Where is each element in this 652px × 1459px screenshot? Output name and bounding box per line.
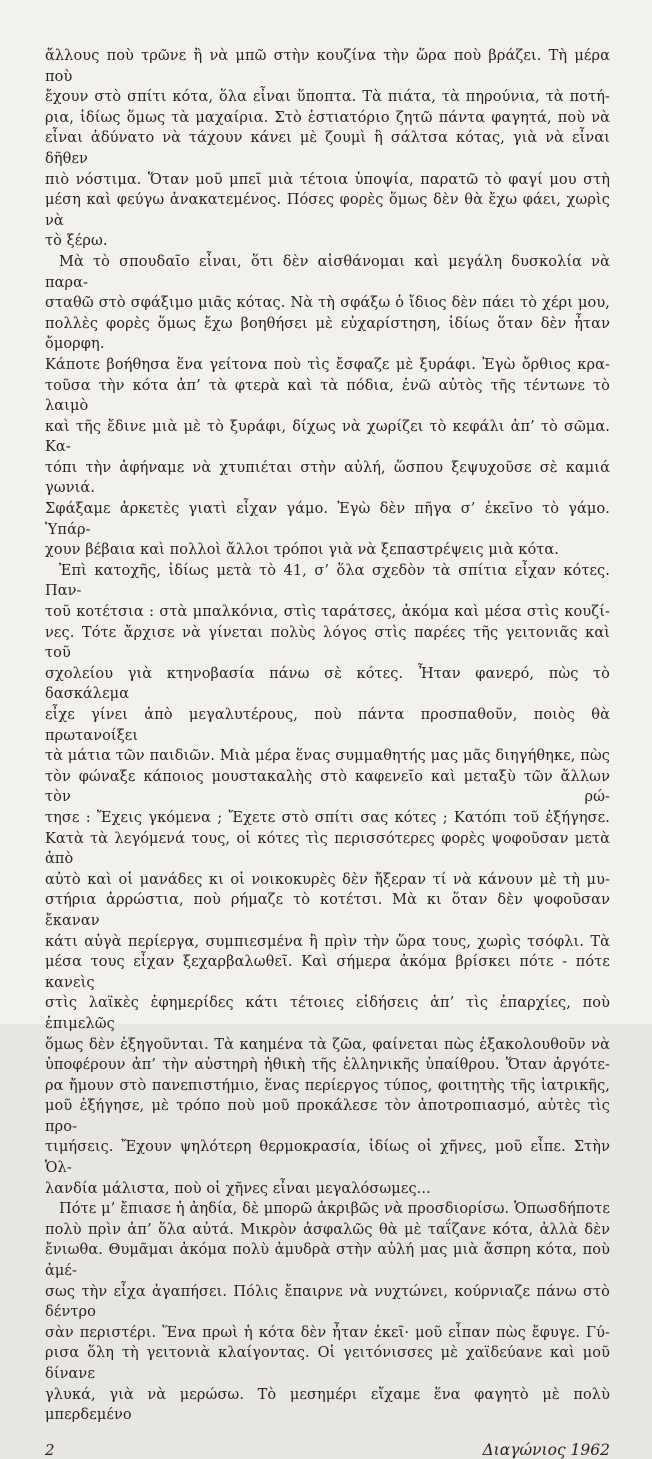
text-line: εἶναι ἀδύνατο νὰ τάχουν κάνει μὲ ζουμὶ ἢ σάλτσα κότας, γιὰ νὰ εἶναι δῆθεν — [45, 130, 610, 167]
text-line: πολὺ πρὶν ἀπ’ ὅλα αὐτά. Μικρὸν ἀσφαλῶς θὰ μὲ ταΐζανε κότα, ἀλλὰ δὲν — [45, 1221, 610, 1238]
text-line: τοῦσα τὴν κότα ἀπ’ τὰ φτερὰ καὶ τὰ πόδια, ἐνῶ αὐτὸς τῆς τέντωνε τὸ λαιμὸ — [45, 377, 610, 415]
text-line: ἔνιωθα. Θυμᾶμαι ἀκόμα πολὺ ἀμυδρὰ στὴν αὐλή μας μιὰ ἄσπρη κότα, ποὺ ἀμέ- — [45, 1242, 610, 1280]
text-line: Ἐπὶ κατοχῆς, ἰδίως μετὰ τὸ 41, σ’ ὅλα σχεδὸν τὰ σπίτια εἶχαν κότες. Παν- — [45, 562, 610, 600]
text-line: ὑποφέρουν ἀπ’ τὴν αὐστηρὴ ἠθικὴ τῆς ἑλληνικῆς ὑπαίθρου. Ὅταν ἀργότε- — [45, 1057, 610, 1074]
text-line: γλυκά, γιὰ νὰ μερώσω. Τὸ μεσημέρι εἴχαμε ἕνα φαγητὸ μὲ πολὺ μπερδεμένο — [45, 1386, 610, 1424]
text-line: μέσα τους εἶχαν ξεχαρβαλωθεῖ. Καὶ σήμερα ἀκόμα βρίσκει πότε - πότε κανεὶς — [45, 954, 610, 991]
text-line: τὰ μάτια τῶν παιδιῶν. Μιὰ μέρα ἕνας συμμαθητής μας μᾶς διηγήθηκε, πὼς — [45, 748, 610, 765]
text-line: στήρια ἀρρώστια, ποὺ ρήμαζε τὸ κοτέτσι. Μὰ κι ὅταν δὲν ψοφοῦσαν ἔκαναν — [45, 892, 610, 929]
text-line: ἄλλους ποὺ τρῶνε ἢ νὰ μπῶ στὴν κουζίνα τὴν ὥρα ποὺ βράζει. Τὴ μέρα ποὺ — [45, 48, 610, 85]
text-line: μέση καὶ φεύγω ἀνακατεμένος. Πόσες φορὲς ὅμως δὲν θὰ ἔχω φάει, χωρὶς νὰ — [45, 192, 610, 229]
text-line: Πότε μ’ ἔπιασε ἡ ἀηδία, δὲ μπορῶ ἀκριβῶς νὰ προσδιορίσω. Ὁπωσδήποτε — [59, 1201, 610, 1218]
page-footer — [45, 1441, 610, 1459]
body-text — [45, 46, 610, 1426]
text-line: ὅμως δὲν ἐξηγοῦνται. Τὰ καημένα τὰ ζῶα, φαίνεται πὼς ἐξακολουθοῦν νὰ — [45, 1036, 610, 1053]
text-line: πολλὲς φορὲς ὅμως ἔχω βοηθήσει μὲ εὐχαρίστηση, ἰδίως ὅταν δὲν ἦταν ὄμορφη. — [45, 315, 610, 353]
page-number: 2 — [45, 1440, 55, 1459]
text-line: ρισα ὅλη τὴ γειτονιὰ κλαίγοντας. Οἱ γειτόνισσες μὲ χαϊδεύανε καὶ μοῦ δίνανε — [45, 1345, 610, 1382]
text-line: ρα ἤμουν στὸ πανεπιστήμιο, ἕνας περίεργος τύπος, φοιτητὴς τῆς ἰατρικῆς, — [45, 1077, 610, 1094]
text-line: χουν βέβαια καὶ πολλοὶ ἄλλοι τρόποι γιὰ νὰ ξεπαστρέψεις μιὰ κότα. — [45, 542, 560, 559]
text-line: Μὰ τὸ σπουδαῖο εἶναι, ὅτι δὲν αἰσθάνομαι καὶ μεγάλη δυσκολία νὰ παρα- — [45, 253, 610, 291]
text-line: σταθῶ στὸ σφάξιμο μιᾶς κότας. Νὰ τὴ σφάξω ὁ ἴδιος δὲν πάει τὸ χέρι μου, — [45, 295, 610, 312]
text-line: τιμήσεις. Ἔχουν ψηλότερη θερμοκρασία, ἰδίως οἱ χῆνες, μοῦ εἶπε. Στὴν Ὁλ- — [45, 1139, 610, 1177]
text-line: τόπι τὴν ἀφήναμε νὰ χτυπιέται στὴν αὐλή, ὥσπου ξεψυχοῦσε σὲ καμιά γωνιά. — [45, 459, 610, 497]
text-line: σως τὴν εἶχα ἀγαπήσει. Πόλις ἔπαιρνε νὰ νυχτώνει, κούρνιαζε πάνω στὸ δέντρο — [45, 1283, 610, 1321]
text-line: Σφάξαμε ἀρκετὲς γιατὶ εἶχαν γάμο. Ἐγὼ δὲν πῆγα σ’ ἐκεῖνο τὸ γάμο. Ὑπάρ- — [45, 501, 610, 538]
text-line: Κατὰ τὰ λεγόμενά τους, οἱ κότες τὶς περισσότερες φορὲς ψοφοῦσαν μετὰ ἀπὸ — [45, 830, 610, 868]
text-line: πιὸ νόστιμα. Ὅταν μοῦ μπεῖ μιὰ τέτοια ὑποψία, παρατῶ τὸ φαγί μου στὴ — [45, 171, 610, 188]
text-line: μοῦ ἐξήγησε, μὲ τρόπο ποὺ μοῦ προκάλεσε τὸν ἀποτροπιασμό, αὐτὲς τὶς προ- — [45, 1098, 610, 1135]
journal-title: Διαγώνιος 1962 — [482, 1440, 610, 1459]
text-line: εἶχε γίνει ἀπὸ μεγαλυτέρους, ποὺ πάντα προσπαθοῦν, ποιὸς θὰ πρωτανοίξει — [45, 707, 610, 744]
text-line: ἔχουν στὸ σπίτι κότα, ὅλα εἶναι ὕποπτα. Τὰ πιάτα, τὰ πηρούνια, τὰ ποτή- — [45, 89, 610, 106]
text-line: λανδία μάλιστα, ποὺ οἱ χῆνες εἶναι μεγαλόσωμες... — [45, 1180, 431, 1197]
text-line: αὐτὸ καὶ οἱ μανάδες κι οἱ νοικοκυρὲς δὲν ἤξεραν τί νὰ κάνουν μὲ τὴ μυ- — [45, 871, 610, 888]
text-line: τὸ ξέρω. — [45, 233, 108, 250]
text-line: Κάποτε βοήθησα ἕνα γείτονα ποὺ τὶς ἔσφαζε μὲ ξυράφι. Ἐγὼ ὄρθιος κρα- — [45, 356, 610, 373]
text-line: ρια, ἰδίως ὅμως τὰ μαχαίρια. Στὸ ἑστιατόριο ζητῶ πάντα φαγητά, ποὺ νὰ — [45, 109, 610, 126]
text-line: τοῦ κοτέτσια : στὰ μπαλκόνια, στὶς ταράτσες, ἀκόμα καὶ μέσα στὶς κουζί- — [45, 604, 610, 621]
text-line: κάτι αὐγὰ περίεργα, συμπιεσμένα ἢ πρὶν τὴν ὥρα τους, χωρὶς τσόφλι. Τὰ — [45, 933, 610, 950]
text-line: τησε : Ἔχεις γκόμενα ; Ἔχετε στὸ σπίτι σας κότες ; Κατόπι τοῦ ἐξήγησε. — [45, 809, 610, 826]
text-line: τὸν φώναξε κάποιος μουστακαλὴς στὸ καφενεῖο καὶ μεταξὺ τῶν ἄλλων τὸν ρώ- — [45, 768, 610, 806]
text-line: στὶς λαϊκὲς ἐφημερίδες κάτι τέτοιες εἰδήσεις ἀπ’ τὶς ἐπαρχίες, ποὺ ἐπιμελῶς — [45, 995, 610, 1032]
text-line: νες. Τότε ἄρχισε νὰ γίνεται πολὺς λόγος στὶς παρέες τῆς γειτονιᾶς καὶ τοῦ — [45, 624, 610, 662]
text-line: σχολείου γιὰ κτηνοβασία πάνω σὲ κότες. Ἦταν φανερό, πὼς τὸ δασκάλεμα — [45, 665, 610, 703]
text-line: καὶ τῆς ἔδινε μιὰ μὲ τὸ ξυράφι, δίχως νὰ χωρίζει τὸ κεφάλι ἀπ’ τὸ σῶμα. Κα- — [45, 418, 610, 456]
text-line: σὰν περιστέρι. Ἕνα πρωὶ ἡ κότα δὲν ἦταν ἐκεῖ· μοῦ εἶπαν πὼς ἔφυγε. Γύ- — [45, 1324, 610, 1341]
